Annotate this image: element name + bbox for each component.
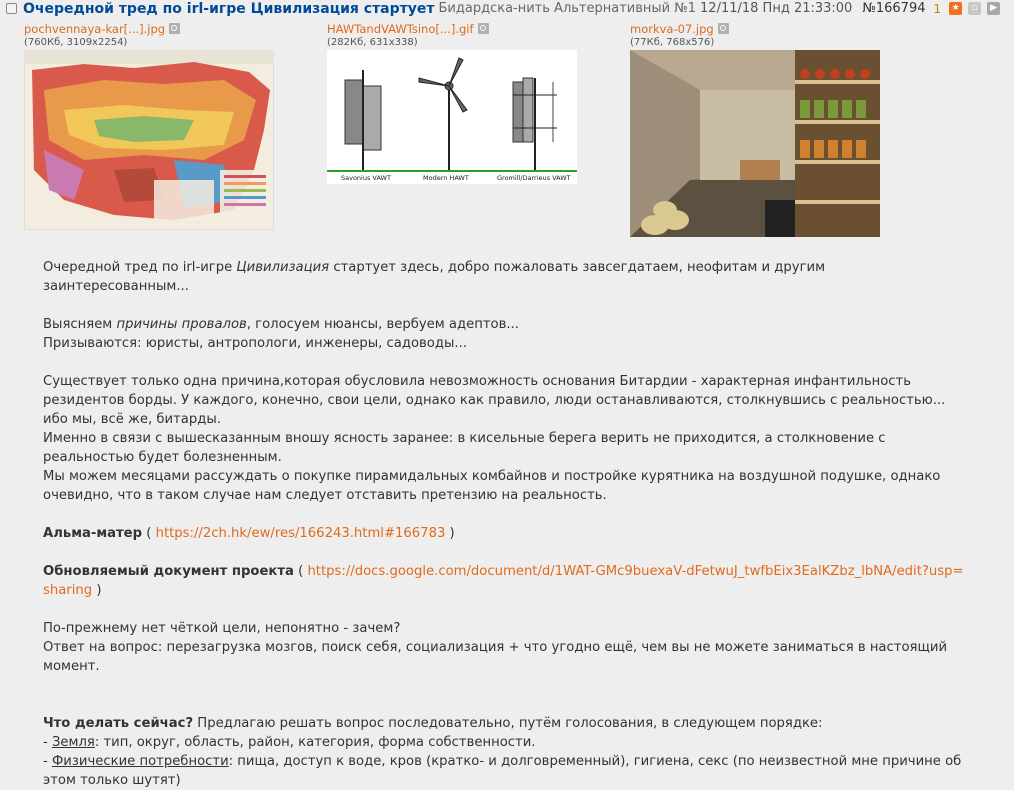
project-doc-line: Обновляемый документ проекта ( https://docs.google.com/document/d/1WAT-GMc9buexaV-dFetwuJ_twfbEix3EalKZbz_lbNA/edit?usp=sharing )	[43, 564, 964, 598]
body-paragraph: Выясняем причины провалов, голосуем нюансы, вербуем адептов...	[43, 317, 519, 332]
attachment-3	[630, 21, 880, 237]
body-paragraph: Именно в связи с вышесказанным вношу ясность заранее: в кисельные берега верить не приходится, а столкновение с реальностью будет болезненным.	[43, 431, 886, 465]
post-date: 12/11/18 Пнд 21:33:00	[700, 1, 853, 16]
caption-savonius: Savonius VAWT	[341, 174, 391, 182]
list-item: - Физические потребности: пища, доступ к воде, кров (кратко- и долговременный), гигиена, секс (по неизвестной мне причине об этом только шутят)	[43, 754, 962, 788]
alma-mater-line: Альма-матер ( https://2ch.hk/ew/res/166243.html#166783 )	[43, 526, 455, 541]
file-name-link[interactable]: pochvennaya-kar[...].jpg	[24, 21, 166, 36]
search-image-icon[interactable]	[169, 23, 180, 34]
favorite-star-icon[interactable]: ★	[949, 2, 962, 15]
body-paragraph: Существует только одна причина,которая обусловила невозможность основания Битардии - характерная инфантильность резидентов борды. У каждого, конечно, свои цели, однако как правило, люди останавливаются, столкнувшись с реальностью... ибо мы, всё же, битарды.	[43, 374, 946, 427]
poster-name: Бидардска-нить Альтернативный №1	[438, 1, 697, 16]
file-meta: (77Кб, 768x576)	[630, 37, 715, 48]
caption-darrieus: Gromill/Darrieus VAWT	[497, 174, 571, 182]
post-select-checkbox[interactable]	[6, 3, 17, 14]
body-paragraph: Мы можем месяцами рассуждать о покупке пирамидальных комбайнов и постройке курятника на воздушной подушке, однако очевидно, что в таком случае нам следует отставить претензию на реальность.	[43, 469, 941, 503]
caption-modern: Modern HAWT	[423, 174, 469, 182]
search-image-icon[interactable]	[718, 23, 729, 34]
attachment-1	[24, 21, 274, 230]
body-paragraph: Ответ на вопрос: перезагрузка мозгов, поиск себя, социализация + что угодно ещё, чем вы не можете заниматься в настоящий момент.	[43, 640, 948, 674]
hide-post-icon[interactable]: ▫	[968, 2, 981, 15]
body-paragraph: Призываются: юристы, антропологи, инженеры, садоводы...	[43, 336, 467, 351]
file-name-link[interactable]: HAWTandVAWTsino[...].gif	[327, 21, 474, 36]
map-thumbnail[interactable]	[24, 50, 274, 230]
body-paragraph: Очередной тред по irl-игре Цивилизация стартует здесь, добро пожаловать завсегдатаем, неофитам и другим заинтересованным...	[43, 260, 826, 294]
alma-mater-link[interactable]: https://2ch.hk/ew/res/166243.html#166783	[155, 526, 446, 541]
reply-count: 1	[933, 1, 942, 16]
wind-turbines-thumbnail[interactable]	[327, 50, 577, 184]
search-image-icon[interactable]	[478, 23, 489, 34]
what-to-do-line: Что делать сейчас? Предлагаю решать вопрос последовательно, путём голосования, в следующем порядке:	[43, 716, 823, 731]
post-number-link[interactable]: №166794	[862, 1, 926, 16]
list-item: - Земля: тип, округ, область, район, категория, форма собственности.	[43, 735, 536, 750]
project-doc-link[interactable]: https://docs.google.com/document/d/1WAT-GMc9buexaV-dFetwuJ_twfbEix3EalKZbz_lbNA/edit?usp=sharing	[43, 564, 964, 598]
cellar-thumbnail[interactable]	[630, 50, 880, 237]
play-icon[interactable]: ▶	[987, 2, 1000, 15]
post-body	[43, 258, 968, 790]
file-meta: (760Кб, 3109x2254)	[24, 37, 128, 48]
post-header	[6, 0, 1006, 17]
file-name-link[interactable]: morkva-07.jpg	[630, 21, 714, 36]
attachment-2	[327, 21, 577, 184]
post-title: Очередной тред по irl-игре Цивилизация стартует	[23, 0, 435, 17]
body-paragraph: По-прежнему нет чёткой цели, непонятно - зачем?	[43, 621, 401, 636]
file-meta: (282Кб, 631x338)	[327, 37, 418, 48]
